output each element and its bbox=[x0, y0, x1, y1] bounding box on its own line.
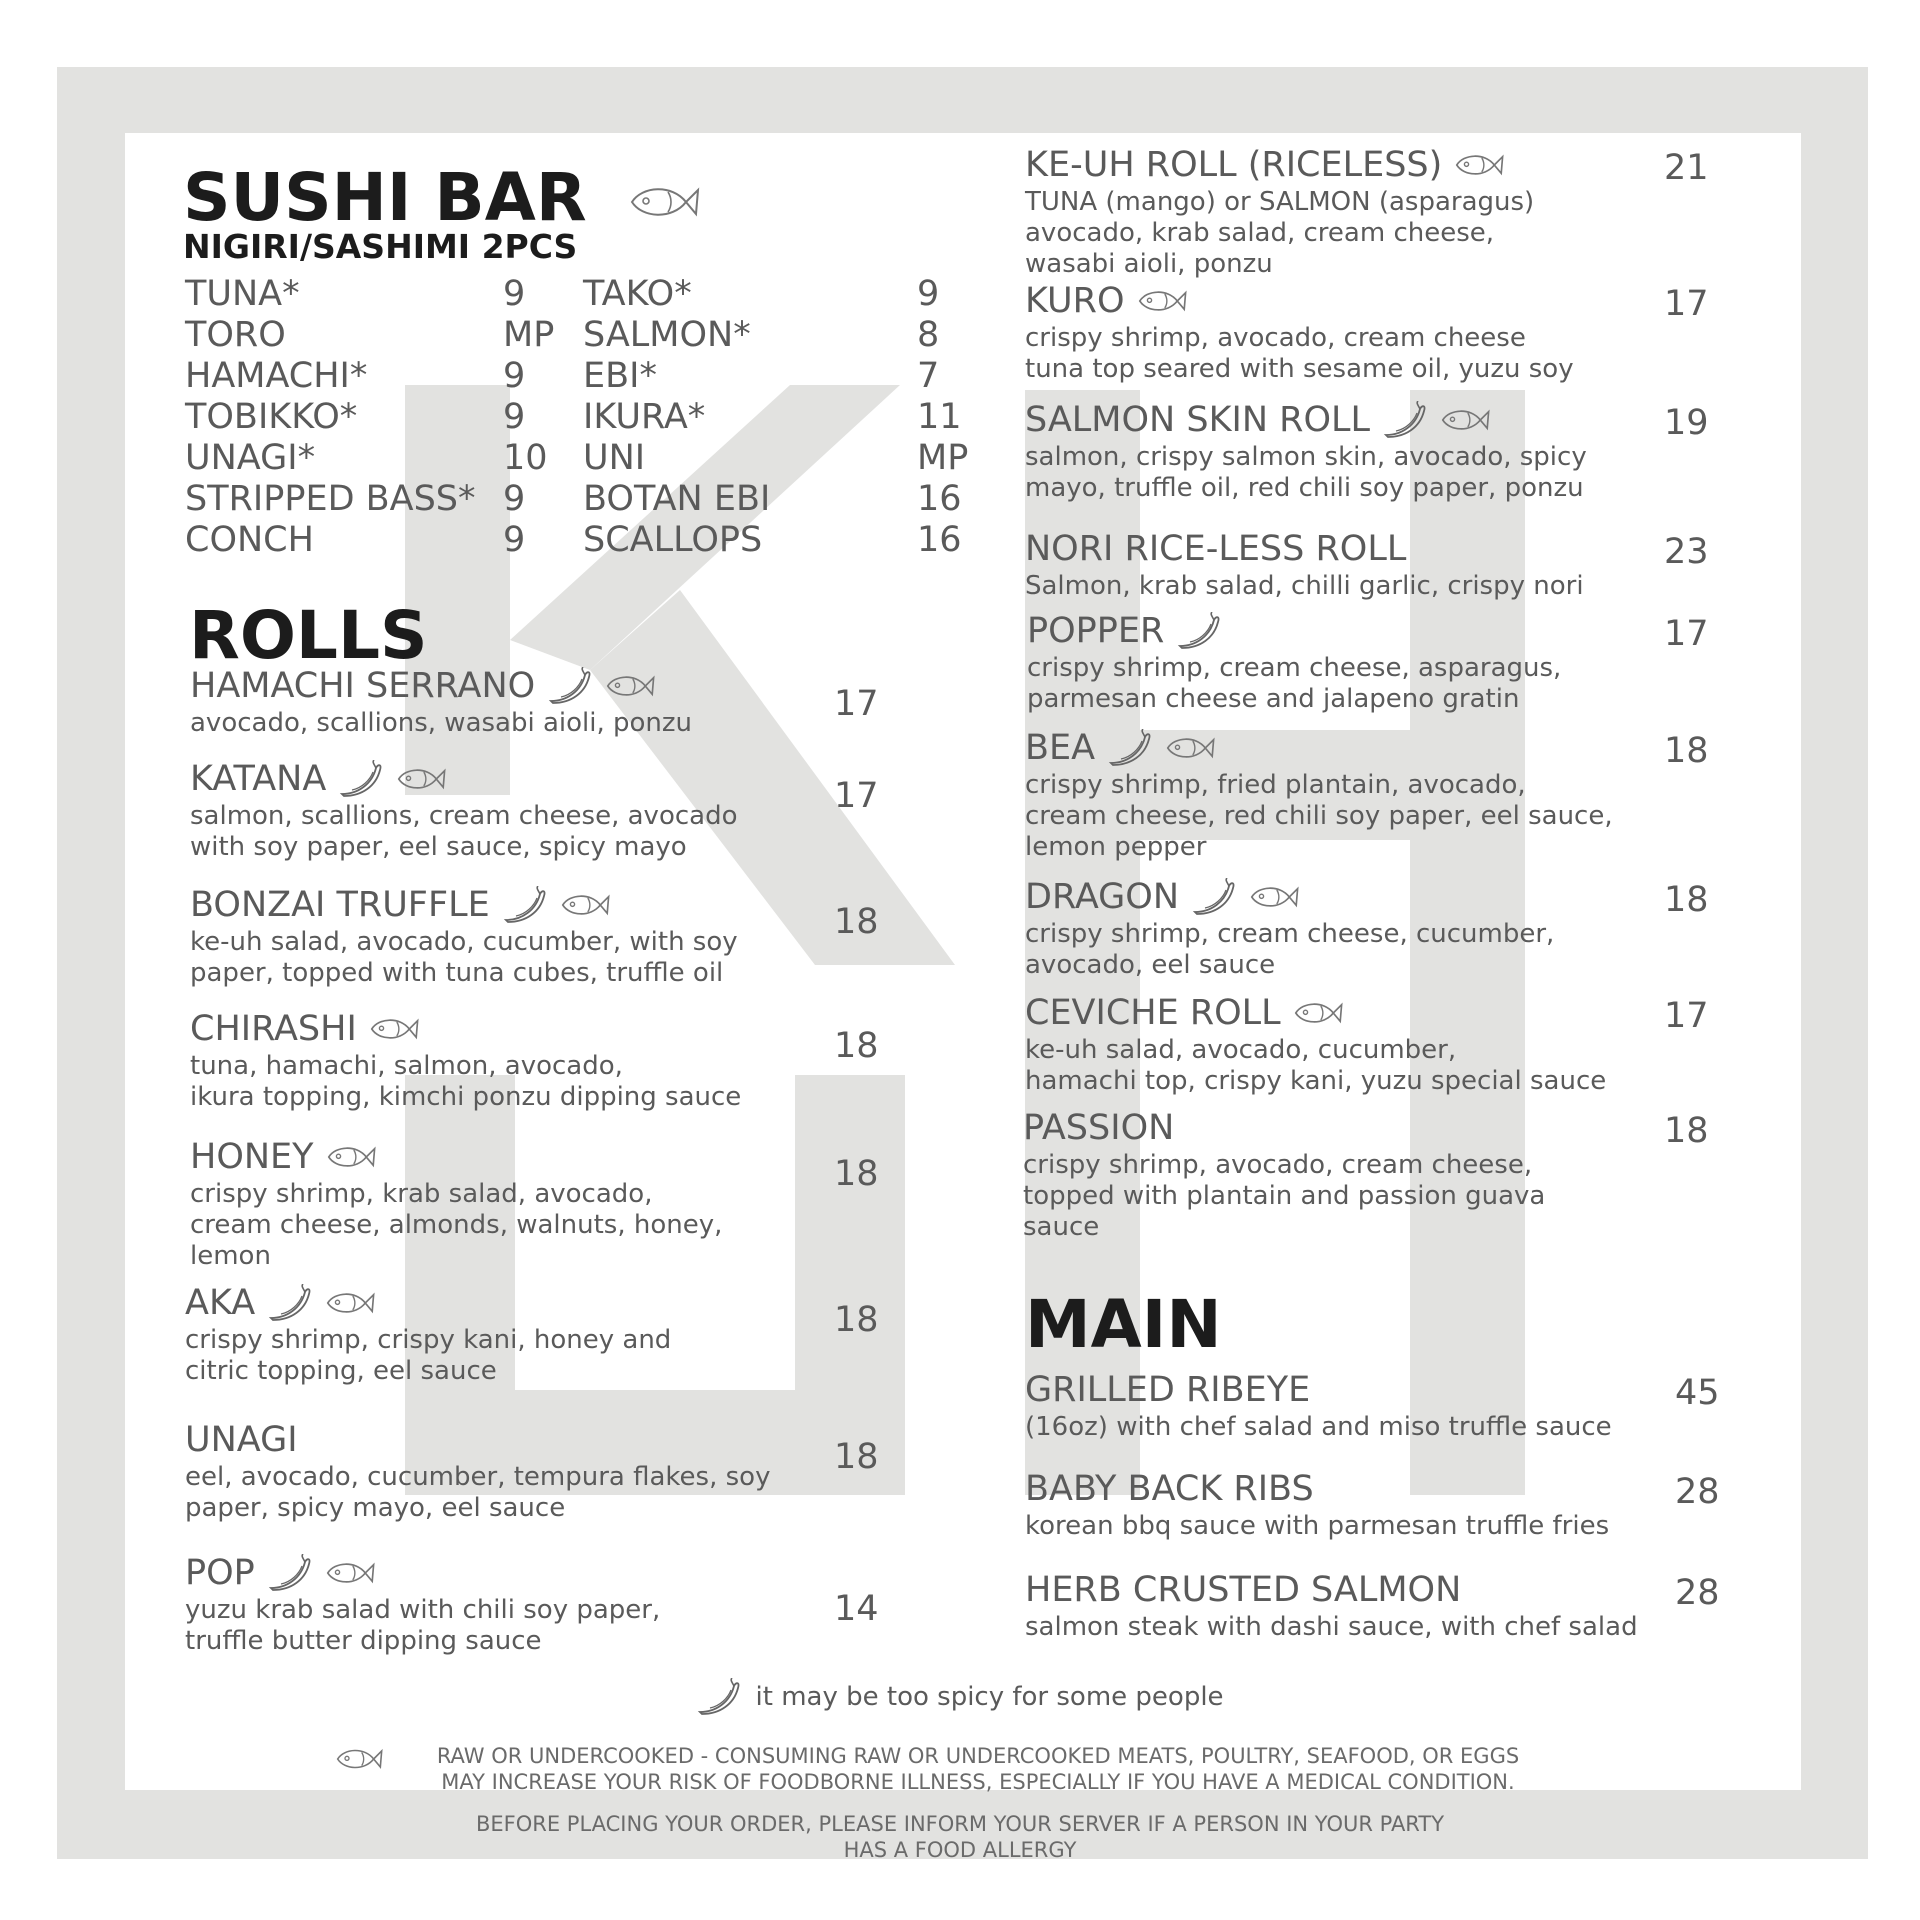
menu-item-price: 17 bbox=[834, 684, 879, 724]
menu-item-name: KATANA bbox=[190, 758, 327, 799]
menu-item-price: 18 bbox=[834, 1026, 879, 1066]
fish-icon bbox=[628, 182, 700, 222]
menu-item-header bbox=[1025, 1370, 1612, 1410]
menu-item-description: korean bbq sauce with parmesan truffle fries bbox=[1025, 1511, 1610, 1541]
menu-item-header bbox=[1025, 877, 1554, 917]
menu-item-description: (16oz) with chef salad and miso truffle sauce bbox=[1025, 1412, 1612, 1442]
menu-item-price: 18 bbox=[1664, 880, 1709, 920]
menu-item-header bbox=[1025, 281, 1574, 321]
nigiri-name: UNI bbox=[583, 438, 646, 478]
menu-item-header bbox=[1027, 611, 1561, 651]
menu-item bbox=[1025, 993, 1606, 1097]
menu-item-header bbox=[190, 666, 692, 706]
menu-item-name: NORI RICE-LESS ROLL bbox=[1025, 528, 1407, 569]
chili-icon bbox=[1382, 401, 1428, 439]
menu-item-name: UNAGI bbox=[185, 1419, 298, 1460]
menu-item bbox=[1025, 1469, 1609, 1542]
menu-item-price: 17 bbox=[834, 776, 879, 816]
menu-item bbox=[1025, 400, 1587, 504]
menu-item-name: SALMON SKIN ROLL bbox=[1025, 399, 1371, 440]
menu-item-header bbox=[1025, 1570, 1638, 1610]
nigiri-name: TORO bbox=[185, 315, 286, 355]
menu-item bbox=[190, 666, 692, 739]
menu-item-description: tuna, hamachi, salmon, avocado, ikura topping, kimchi ponzu dipping sauce bbox=[190, 1051, 742, 1112]
raw-warning bbox=[0, 1743, 1920, 1795]
nigiri-price: 7 bbox=[917, 356, 940, 396]
nigiri-price: 9 bbox=[503, 356, 526, 396]
menu-item bbox=[190, 885, 738, 989]
menu-item-description: salmon steak with dashi sauce, with chef salad bbox=[1025, 1612, 1638, 1642]
menu-item-header bbox=[1025, 993, 1606, 1033]
fish-icon bbox=[560, 891, 610, 919]
menu-item-description: crispy shrimp, fried plantain, avocado, cream cheese, red chili soy paper, eel sauce, lemon pepper bbox=[1025, 770, 1613, 862]
chili-icon bbox=[547, 667, 593, 705]
fish-icon bbox=[1165, 734, 1215, 762]
menu-item-price: 14 bbox=[834, 1589, 879, 1629]
menu-item bbox=[1025, 1570, 1638, 1643]
menu-item-header bbox=[185, 1420, 770, 1460]
raw-warning-line2: MAY INCREASE YOUR RISK OF FOODBORNE ILLNESS, ESPECIALLY IF YOU HAVE A MEDICAL CONDITION. bbox=[441, 1770, 1515, 1794]
menu-item-name: KE-UH ROLL (RICELESS) bbox=[1025, 144, 1443, 185]
menu-item-description: ke-uh salad, avocado, cucumber, with soy paper, topped with tuna cubes, truffle oil bbox=[190, 927, 738, 988]
menu-item bbox=[1023, 1108, 1545, 1243]
sushi-bar-title: SUSHI BAR bbox=[183, 165, 700, 231]
raw-warning-line1: RAW OR UNDERCOOKED - CONSUMING RAW OR UNDERCOOKED MEATS, POULTRY, SEAFOOD, OR EGGS bbox=[436, 1744, 1520, 1768]
menu-item-name: CHIRASHI bbox=[190, 1008, 357, 1049]
menu-item-name: CEVICHE ROLL bbox=[1025, 992, 1281, 1033]
menu-item-name: HERB CRUSTED SALMON bbox=[1025, 1569, 1462, 1610]
menu-item bbox=[1025, 728, 1613, 863]
fish-icon bbox=[1440, 406, 1490, 434]
nigiri-price: 9 bbox=[503, 397, 526, 437]
menu-item-price: 18 bbox=[834, 1437, 879, 1477]
spicy-note: it may be too spicy for some people bbox=[0, 1678, 1920, 1716]
menu-item-description: crispy shrimp, avocado, cream cheese, topped with plantain and passion guava sauce bbox=[1023, 1150, 1546, 1242]
nigiri-price: 9 bbox=[503, 479, 526, 519]
menu-item-name: HONEY bbox=[190, 1136, 314, 1177]
menu-item-description: avocado, scallions, wasabi aioli, ponzu bbox=[190, 708, 693, 738]
menu-item-header bbox=[185, 1283, 671, 1323]
allergy-line2: HAS A FOOD ALLERGY bbox=[843, 1838, 1077, 1862]
menu-item-description: eel, avocado, cucumber, tempura flakes, soy paper, spicy mayo, eel sauce bbox=[185, 1462, 771, 1523]
chili-icon bbox=[1191, 878, 1237, 916]
chili-icon bbox=[502, 886, 548, 924]
fish-icon bbox=[1137, 287, 1187, 315]
nigiri-price: 9 bbox=[503, 520, 526, 560]
menu-item-name: PASSION bbox=[1023, 1107, 1175, 1148]
menu-item-name: GRILLED RIBEYE bbox=[1025, 1369, 1311, 1410]
nigiri-price: 16 bbox=[917, 479, 962, 519]
nigiri-price: 9 bbox=[917, 274, 940, 314]
menu-item-description: salmon, scallions, cream cheese, avocado with soy paper, eel sauce, spicy mayo bbox=[190, 801, 738, 862]
nigiri-name: HAMACHI* bbox=[185, 356, 368, 396]
menu-item bbox=[185, 1553, 660, 1657]
menu-item-description: crispy shrimp, cream cheese, asparagus, parmesan cheese and jalapeno gratin bbox=[1027, 653, 1562, 714]
nigiri-name: IKURA* bbox=[583, 397, 706, 437]
menu-item-name: BONZAI TRUFFLE bbox=[190, 884, 490, 925]
nigiri-name: SCALLOPS bbox=[583, 520, 763, 560]
menu-item-price: 17 bbox=[1664, 614, 1709, 654]
menu-item-name: DRAGON bbox=[1025, 876, 1180, 917]
chili-icon bbox=[1176, 612, 1222, 650]
menu-item-price: 28 bbox=[1675, 1573, 1720, 1613]
menu-item bbox=[1025, 529, 1584, 602]
fish-icon bbox=[1293, 999, 1343, 1027]
menu-item-header bbox=[1025, 145, 1534, 185]
menu-item-description: crispy shrimp, avocado, cream cheese tuna top seared with sesame oil, yuzu soy bbox=[1025, 323, 1574, 384]
menu-item-price: 21 bbox=[1664, 148, 1709, 188]
nigiri-name: TUNA* bbox=[185, 274, 300, 314]
menu-item-description: yuzu krab salad with chili soy paper, truffle butter dipping sauce bbox=[185, 1595, 661, 1656]
nigiri-name: TOBIKKO* bbox=[185, 397, 358, 437]
nigiri-price: 11 bbox=[917, 397, 962, 437]
menu-item-description: crispy shrimp, cream cheese, cucumber, avocado, eel sauce bbox=[1025, 919, 1555, 980]
menu-item bbox=[1025, 145, 1534, 280]
menu-item-name: KURO bbox=[1025, 280, 1125, 321]
menu-item-price: 23 bbox=[1664, 532, 1709, 572]
menu-item bbox=[1025, 1370, 1612, 1443]
menu-item-header bbox=[1025, 400, 1587, 440]
nigiri-price: 10 bbox=[503, 438, 548, 478]
menu-item bbox=[190, 759, 738, 863]
chili-icon bbox=[1107, 729, 1153, 767]
menu-item-description: TUNA (mango) or SALMON (asparagus) avocado, krab salad, cream cheese, wasabi aioli, ponzu bbox=[1025, 187, 1535, 279]
menu-item-name: BEA bbox=[1025, 727, 1096, 768]
nigiri-name: SALMON* bbox=[583, 315, 751, 355]
nigiri-price: MP bbox=[917, 438, 969, 478]
menu-item-name: BABY BACK RIBS bbox=[1025, 1468, 1314, 1509]
fish-icon bbox=[1249, 883, 1299, 911]
fish-icon bbox=[396, 765, 446, 793]
menu-item-name: POP bbox=[185, 1552, 255, 1593]
nigiri-price: 9 bbox=[503, 274, 526, 314]
menu-item-price: 17 bbox=[1664, 284, 1709, 324]
nigiri-name: EBI* bbox=[583, 356, 657, 396]
fish-icon bbox=[325, 1289, 375, 1317]
menu-item bbox=[1025, 877, 1554, 981]
menu-item-price: 18 bbox=[834, 1300, 879, 1340]
menu-item-header bbox=[1025, 1469, 1609, 1509]
menu-item-price: 17 bbox=[1664, 996, 1709, 1036]
menu-item bbox=[190, 1137, 722, 1272]
nigiri-price: MP bbox=[503, 315, 555, 355]
menu-item bbox=[185, 1420, 770, 1524]
menu-item-price: 28 bbox=[1675, 1472, 1720, 1512]
menu-item-header bbox=[1025, 728, 1613, 768]
fish-icon bbox=[605, 672, 655, 700]
menu-item-description: crispy shrimp, crispy kani, honey and citric topping, eel sauce bbox=[185, 1325, 672, 1386]
allergy-notice bbox=[0, 1811, 1920, 1863]
menu-item-header bbox=[1025, 529, 1584, 569]
menu-item-description: crispy shrimp, krab salad, avocado, cream cheese, almonds, walnuts, honey, lemon bbox=[190, 1179, 723, 1271]
menu-item-header bbox=[190, 759, 738, 799]
nigiri-price: 16 bbox=[917, 520, 962, 560]
menu-item-price: 18 bbox=[1664, 1111, 1709, 1151]
menu-item-name: HAMACHI SERRANO bbox=[190, 665, 536, 706]
menu-item bbox=[1025, 281, 1574, 385]
fish-icon bbox=[325, 1559, 375, 1587]
rolls-title: ROLLS bbox=[189, 597, 428, 674]
menu-item-price: 18 bbox=[834, 902, 879, 942]
menu-item-description: Salmon, krab salad, chilli garlic, crispy nori bbox=[1025, 571, 1584, 601]
nigiri-price: 8 bbox=[917, 315, 940, 355]
menu-item bbox=[190, 1009, 741, 1113]
chili-icon bbox=[267, 1284, 313, 1322]
menu-item-header bbox=[185, 1553, 660, 1593]
chili-icon bbox=[696, 1678, 742, 1716]
main-title: MAIN bbox=[1025, 1286, 1222, 1363]
nigiri-subtitle: NIGIRI/SASHIMI 2PCS bbox=[183, 227, 578, 266]
menu-item-header bbox=[190, 1009, 741, 1049]
menu-item-description: ke-uh salad, avocado, cucumber, hamachi top, crispy kani, yuzu special sauce bbox=[1025, 1035, 1607, 1096]
nigiri-name: TAKO* bbox=[583, 274, 692, 314]
menu-item-description: salmon, crispy salmon skin, avocado, spicy mayo, truffle oil, red chili soy paper, ponzu bbox=[1025, 442, 1587, 503]
nigiri-name: CONCH bbox=[185, 520, 314, 560]
menu-item-price: 19 bbox=[1664, 403, 1709, 443]
menu-item bbox=[185, 1283, 671, 1387]
menu-item-header bbox=[190, 1137, 722, 1177]
nigiri-name: STRIPPED BASS* bbox=[185, 479, 476, 519]
nigiri-name: BOTAN EBI bbox=[583, 479, 771, 519]
menu-item-name: POPPER bbox=[1027, 610, 1165, 651]
fish-icon bbox=[1454, 151, 1504, 179]
nigiri-name: UNAGI* bbox=[185, 438, 316, 478]
menu-item bbox=[1027, 611, 1561, 715]
allergy-line1: BEFORE PLACING YOUR ORDER, PLEASE INFORM YOUR SERVER IF A PERSON IN YOUR PARTY bbox=[475, 1812, 1445, 1836]
menu-item-price: 18 bbox=[1664, 731, 1709, 771]
menu-item-name: AKA bbox=[185, 1282, 256, 1323]
menu-item-price: 18 bbox=[834, 1154, 879, 1194]
menu-item-header bbox=[190, 885, 738, 925]
menu-item-price: 45 bbox=[1675, 1373, 1720, 1413]
fish-icon bbox=[369, 1015, 419, 1043]
fish-icon bbox=[326, 1143, 376, 1171]
chili-icon bbox=[267, 1554, 313, 1592]
chili-icon bbox=[338, 760, 384, 798]
menu-item-header bbox=[1023, 1108, 1545, 1148]
